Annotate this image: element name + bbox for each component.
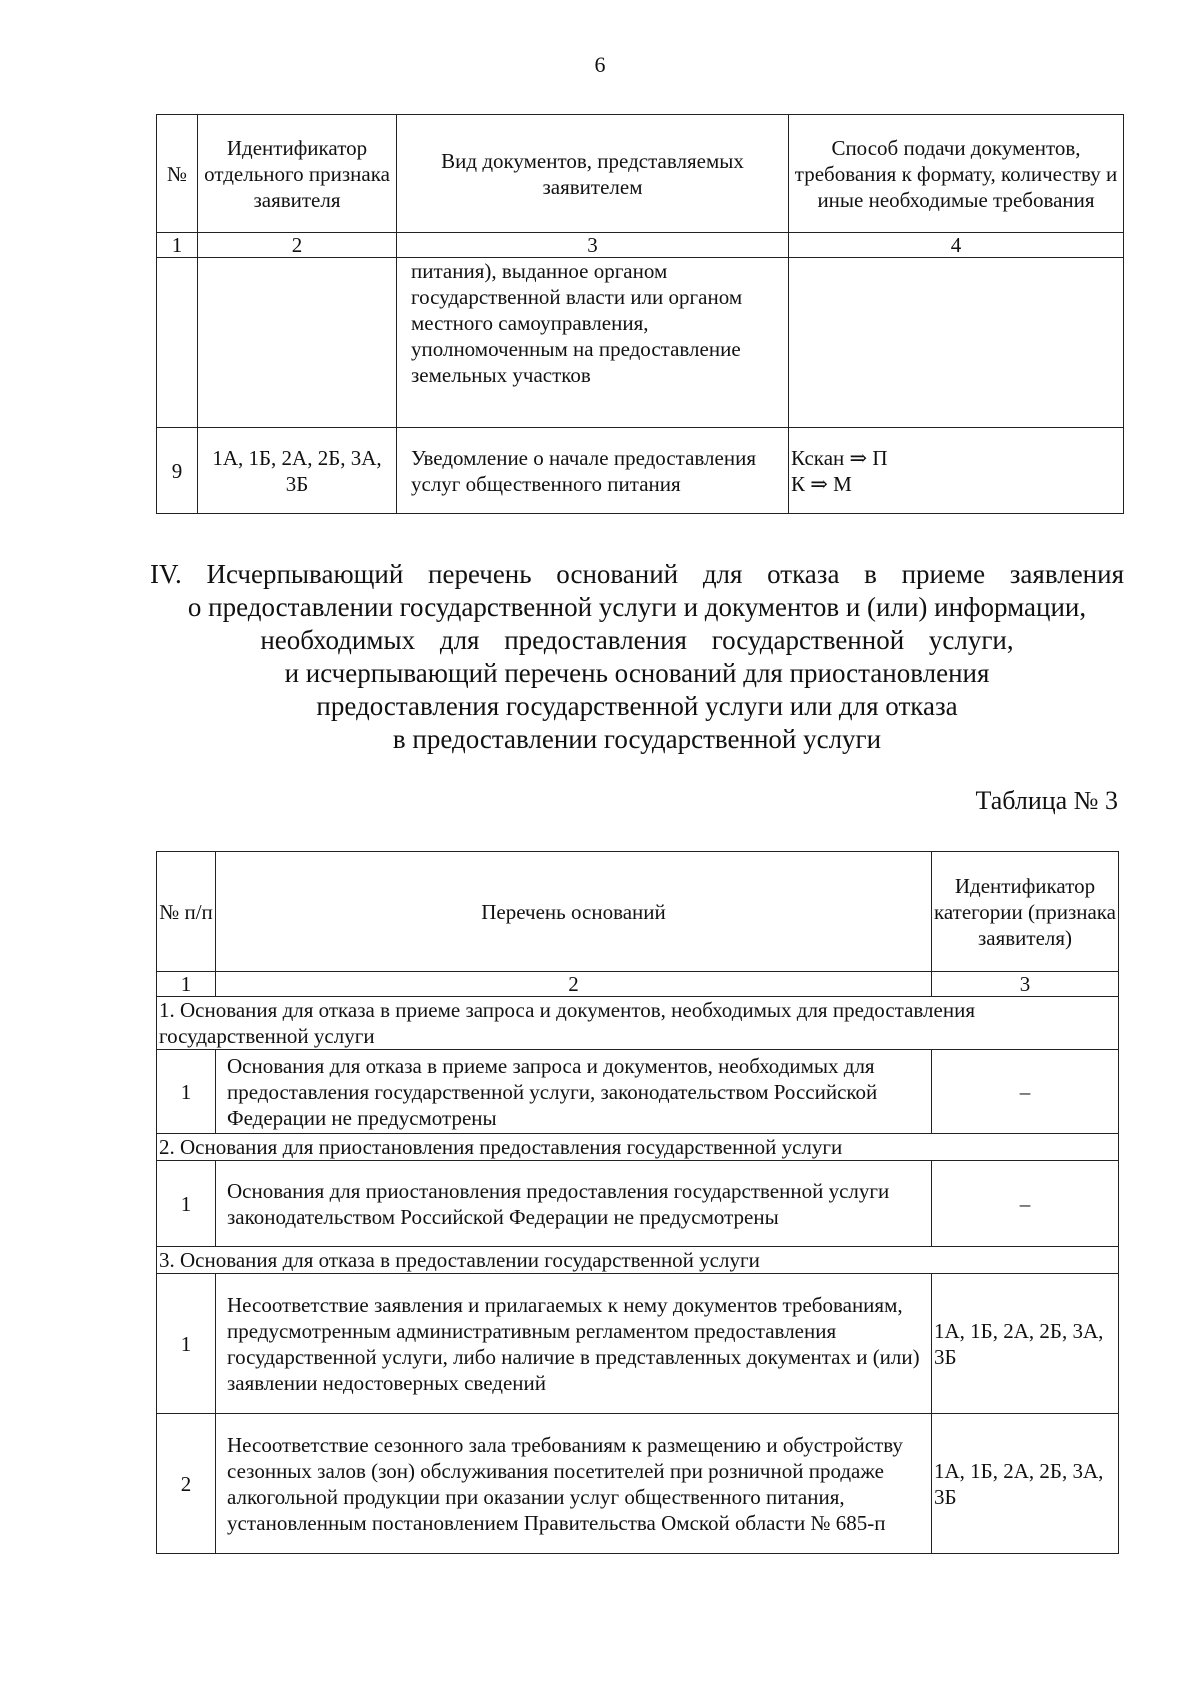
- heading-line: предоставления государственной услуги или для отказа: [316, 691, 958, 721]
- section-title-row: [157, 997, 1119, 1050]
- heading-line: необходимых для предоставления государственной услуги,: [260, 625, 1014, 655]
- column-number: 2: [198, 233, 397, 258]
- column-number: 4: [789, 233, 1124, 258]
- section-heading: [150, 558, 1124, 756]
- section-title-row: [157, 1134, 1119, 1161]
- table-row: [157, 258, 1124, 428]
- table-row: [157, 1050, 1119, 1134]
- method-line: Кскан ⇒ П: [791, 445, 888, 470]
- row-identifier: 1А, 1Б, 2А, 2Б, 3А, 3Б: [932, 1274, 1119, 1414]
- row-identifier: [198, 258, 397, 428]
- method-line: К ⇒ М: [791, 471, 852, 496]
- column-number: 3: [932, 972, 1119, 997]
- row-method: [789, 428, 1124, 514]
- header-category-identifier: Идентификатор категории (признака заявителя): [932, 852, 1119, 972]
- table-row: [157, 1161, 1119, 1247]
- column-number: 3: [397, 233, 789, 258]
- header-number: №: [157, 115, 198, 233]
- section-title: 3. Основания для отказа в предоставлении государственной услуги: [157, 1247, 1119, 1274]
- row-identifier: 1А, 1Б, 2А, 2Б, 3А, 3Б: [932, 1414, 1119, 1554]
- documents-table: [156, 114, 1124, 514]
- heading-line: в предоставлении государственной услуги: [392, 724, 882, 754]
- table-row: [157, 1274, 1119, 1414]
- header-identifier: Идентификатор отдельного признака заявителя: [198, 115, 397, 233]
- table-header-row: [157, 115, 1124, 233]
- column-numbers-row: [157, 972, 1119, 997]
- section-title: 2. Основания для приостановления предоставления государственной услуги: [157, 1134, 1119, 1161]
- page-number: 6: [594, 52, 606, 77]
- section-title: 1. Основания для отказа в приеме запроса и документов, необходимых для предоставления государственной услуги: [157, 997, 1119, 1050]
- header-grounds-list: Перечень оснований: [216, 852, 932, 972]
- table-caption: Таблица № 3: [975, 786, 1118, 815]
- header-submission-method: Способ подачи документов, требования к формату, количеству и иные необходимые требования: [789, 115, 1124, 233]
- row-number: 2: [157, 1414, 216, 1554]
- column-number: 1: [157, 233, 198, 258]
- table-row: [157, 428, 1124, 514]
- heading-line: и исчерпывающий перечень оснований для приостановления: [284, 658, 990, 688]
- row-method: [789, 258, 1124, 428]
- row-number: 1: [157, 1161, 216, 1247]
- row-identifier: 1А, 1Б, 2А, 2Б, 3А, 3Б: [198, 428, 397, 514]
- column-number: 1: [157, 972, 216, 997]
- heading-line: IV. Исчерпывающий перечень оснований для отказа в приеме заявления: [150, 559, 1124, 589]
- row-identifier: –: [932, 1161, 1119, 1247]
- header-number: № п/п: [157, 852, 216, 972]
- row-text: Несоответствие заявления и прилагаемых к нему документов требованиям, предусмотренным административным регламентом предоставления государственной услуги, либо наличие в представленных документах и (или) заявлении недостоверных сведений: [216, 1274, 932, 1414]
- header-document-type: Вид документов, представляемых заявителем: [397, 115, 789, 233]
- grounds-table: [156, 851, 1119, 1554]
- row-text: Несоответствие сезонного зала требованиям к размещению и обустройству сезонных залов (зон) обслуживания посетителей при розничной продаже алкогольной продукции при оказании услуг общественного питания, установленным постановлением Правительства Омской области № 685-п: [216, 1414, 932, 1554]
- row-identifier: –: [932, 1050, 1119, 1134]
- row-document: Уведомление о начале предоставления услуг общественного питания: [397, 428, 789, 514]
- row-number: 1: [157, 1274, 216, 1414]
- row-number: [157, 258, 198, 428]
- row-number: 9: [157, 428, 198, 514]
- row-text: Основания для приостановления предоставления государственной услуги законодательством Российской Федерации не предусмотрены: [216, 1161, 932, 1247]
- heading-line: о предоставлении государственной услуги и документов и (или) информации,: [187, 592, 1087, 622]
- column-number: 2: [216, 972, 932, 997]
- table-row: [157, 1414, 1119, 1554]
- row-number: 1: [157, 1050, 216, 1134]
- row-document: питания), выданное органом государственной власти или органом местного самоуправления, уполномоченным на предоставление земельных участков: [397, 258, 789, 428]
- table-header-row: [157, 852, 1119, 972]
- column-numbers-row: [157, 233, 1124, 258]
- row-text: Основания для отказа в приеме запроса и документов, необходимых для предоставления государственной услуги, законодательством Российской Федерации не предусмотрены: [216, 1050, 932, 1134]
- section-title-row: [157, 1247, 1119, 1274]
